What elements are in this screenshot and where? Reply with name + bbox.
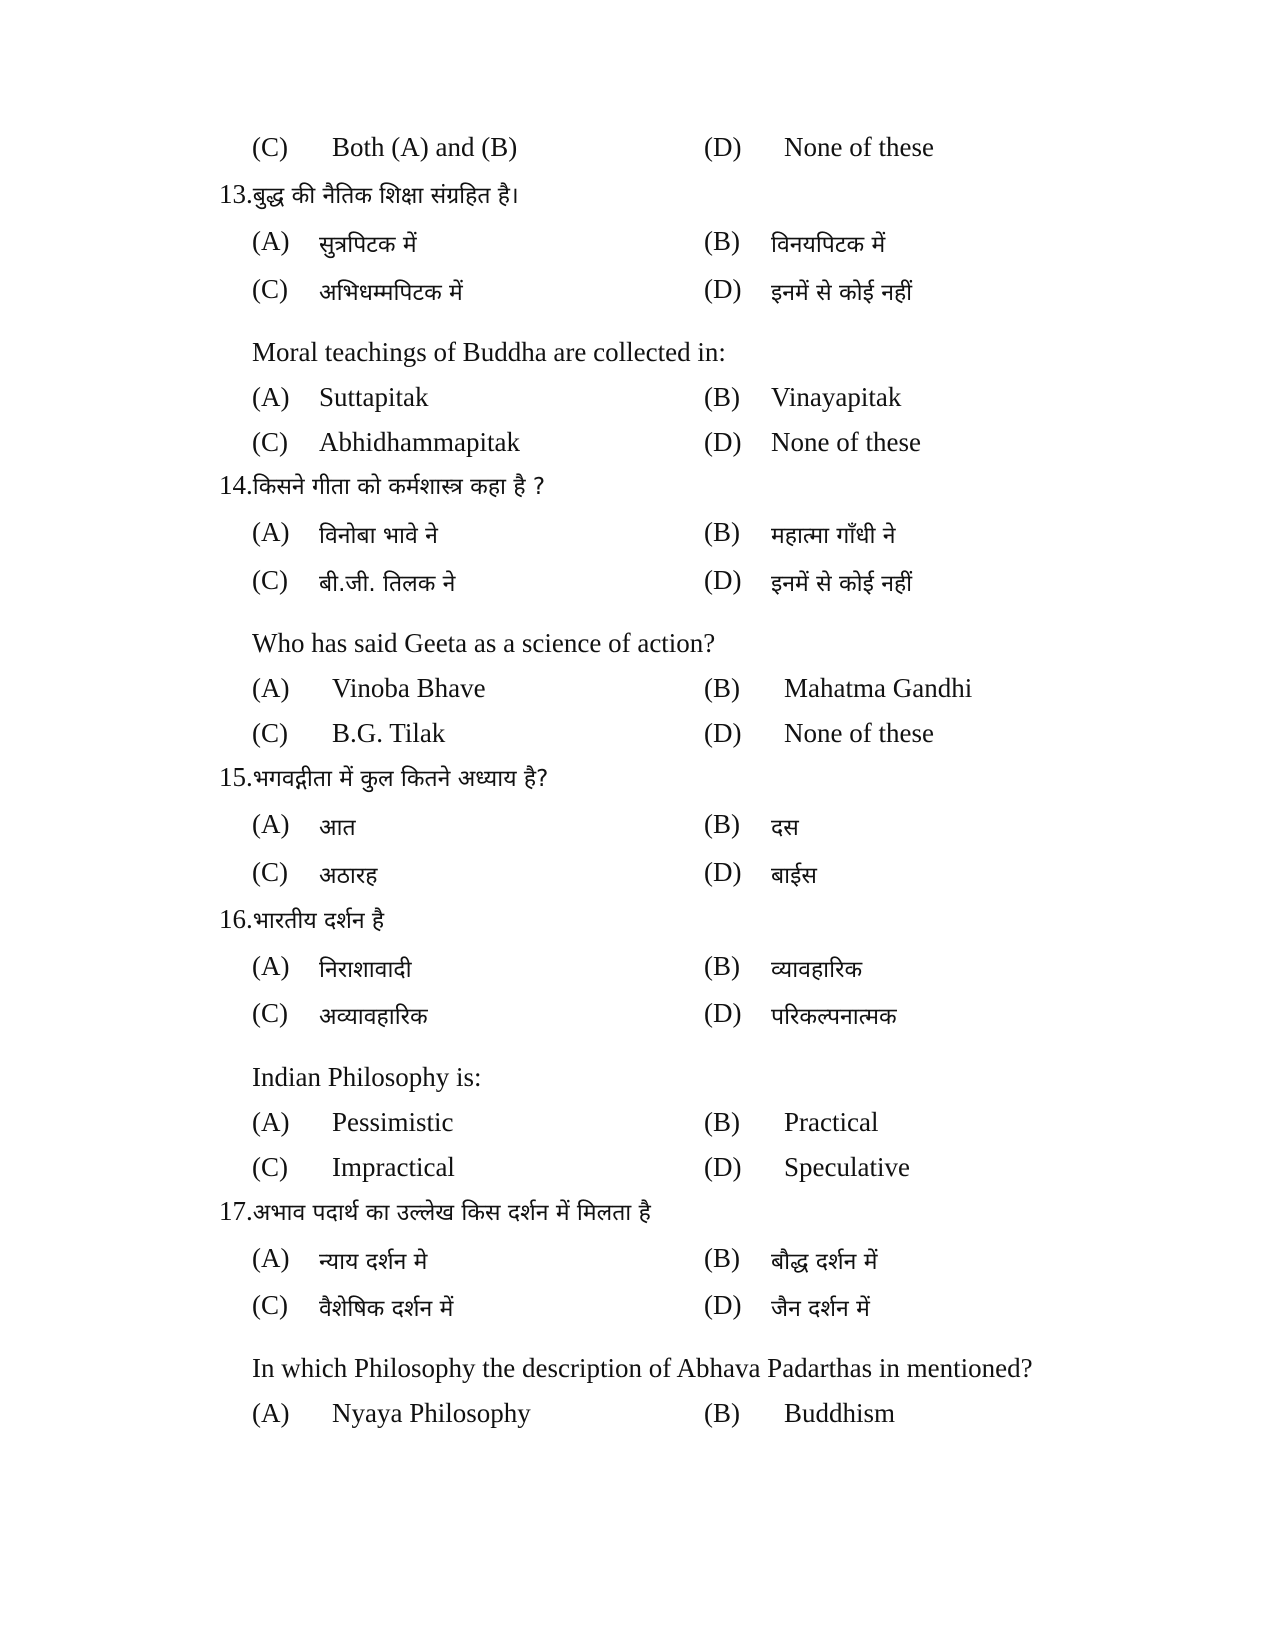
option-text: Speculative	[784, 1152, 910, 1182]
option-text: Both (A) and (B)	[332, 132, 518, 162]
option-label: (B)	[704, 1107, 740, 1137]
option-text: बौद्ध दर्शन में	[771, 1249, 878, 1275]
question-line	[219, 903, 384, 935]
option-text: बी.जी. तिलक ने	[319, 571, 456, 597]
option-text: अव्यावहारिक	[319, 1004, 428, 1030]
option-text: न्याय दर्शन मे	[319, 1249, 428, 1275]
option-label: (B)	[704, 1398, 740, 1428]
question-number: 14.	[219, 470, 253, 500]
option-text: निराशावादी	[319, 957, 412, 983]
option-text: B.G. Tilak	[332, 718, 446, 748]
question-text: भारतीय दर्शन है	[252, 908, 385, 934]
question-line	[219, 761, 548, 793]
option-label: (C)	[252, 427, 288, 457]
option-text: आत	[319, 815, 356, 841]
option-text: Vinoba Bhave	[332, 673, 486, 703]
option-text: Impractical	[332, 1152, 455, 1182]
option-label: (A)	[252, 1398, 290, 1428]
question-number: 16.	[219, 904, 253, 934]
option-text: Suttapitak	[319, 382, 429, 412]
option-text: वैशेषिक दर्शन में	[319, 1296, 454, 1322]
question-line	[219, 469, 545, 501]
option-label: (B)	[704, 1243, 740, 1273]
question-text: बुद्ध की नैतिक शिक्षा संग्रहित है।	[252, 183, 519, 209]
question-line	[219, 1195, 651, 1227]
option-text: Practical	[784, 1107, 879, 1137]
option-text: Buddhism	[784, 1398, 896, 1428]
option-text: विनोबा भावे ने	[319, 523, 438, 549]
option-text: अठारह	[319, 863, 378, 889]
option-label: (B)	[704, 673, 740, 703]
question-text: अभाव पदार्थ का उल्लेख किस दर्शन में मिलता है	[252, 1200, 651, 1226]
option-label: (C)	[252, 1290, 288, 1320]
option-text: महात्मा गाँधी ने	[771, 523, 896, 549]
option-label: (B)	[704, 226, 740, 256]
option-label: (C)	[252, 718, 288, 748]
option-label: (D)	[704, 565, 742, 595]
option-text: Mahatma Gandhi	[784, 673, 973, 703]
question-text: किसने गीता को कर्मशास्त्र कहा है ?	[252, 474, 546, 500]
option-text: विनयपिटक में	[771, 232, 886, 258]
option-label: (A)	[252, 673, 290, 703]
option-label: (D)	[704, 274, 742, 304]
option-label: (D)	[704, 718, 742, 748]
option-label: (C)	[252, 998, 288, 1028]
option-text: व्यावहारिक	[771, 957, 863, 983]
option-label: (C)	[252, 565, 288, 595]
option-label: (A)	[252, 1107, 290, 1137]
option-label: (A)	[252, 1243, 290, 1273]
option-label: (B)	[704, 951, 740, 981]
option-text: दस	[771, 815, 799, 841]
option-label: (C)	[252, 274, 288, 304]
option-label: (D)	[704, 857, 742, 887]
option-text: इनमें से कोई नहीं	[771, 571, 913, 597]
option-text: Abhidhammapitak	[319, 427, 520, 457]
option-label: (D)	[704, 1290, 742, 1320]
option-text: None of these	[771, 427, 921, 457]
option-label: (B)	[704, 809, 740, 839]
question-number: 13.	[219, 179, 253, 209]
question-translation: Who has said Geeta as a science of action?	[252, 628, 716, 658]
question-number: 15.	[219, 762, 253, 792]
option-label: (D)	[704, 998, 742, 1028]
question-line	[219, 178, 519, 210]
option-label: (A)	[252, 809, 290, 839]
option-label: (A)	[252, 382, 290, 412]
option-label: (D)	[704, 1152, 742, 1182]
option-label: (C)	[252, 132, 288, 162]
option-text: Vinayapitak	[771, 382, 902, 412]
option-label: (B)	[704, 382, 740, 412]
option-text: Pessimistic	[332, 1107, 454, 1137]
option-text: None of these	[784, 132, 934, 162]
question-number: 17.	[219, 1196, 253, 1226]
option-label: (D)	[704, 132, 742, 162]
option-text: अभिधम्मपिटक में	[319, 280, 463, 306]
question-text: भगवद्गीता में कुल कितने अध्याय है?	[252, 766, 549, 792]
option-text: सुत्रपिटक में	[319, 232, 417, 258]
option-label: (B)	[704, 517, 740, 547]
option-text: बाईस	[771, 863, 817, 889]
option-label: (A)	[252, 226, 290, 256]
option-text: परिकल्पनात्मक	[771, 1004, 897, 1030]
option-text: जैन दर्शन में	[771, 1296, 870, 1322]
question-translation: Moral teachings of Buddha are collected in:	[252, 337, 726, 367]
option-label: (C)	[252, 1152, 288, 1182]
option-text: None of these	[784, 718, 934, 748]
question-translation: Indian Philosophy is:	[252, 1062, 482, 1092]
option-label: (A)	[252, 951, 290, 981]
option-label: (D)	[704, 427, 742, 457]
option-label: (C)	[252, 857, 288, 887]
question-translation: In which Philosophy the description of Abhava Padarthas in mentioned?	[252, 1353, 1033, 1383]
option-text: Nyaya Philosophy	[332, 1398, 531, 1428]
option-label: (A)	[252, 517, 290, 547]
option-text: इनमें से कोई नहीं	[771, 280, 913, 306]
